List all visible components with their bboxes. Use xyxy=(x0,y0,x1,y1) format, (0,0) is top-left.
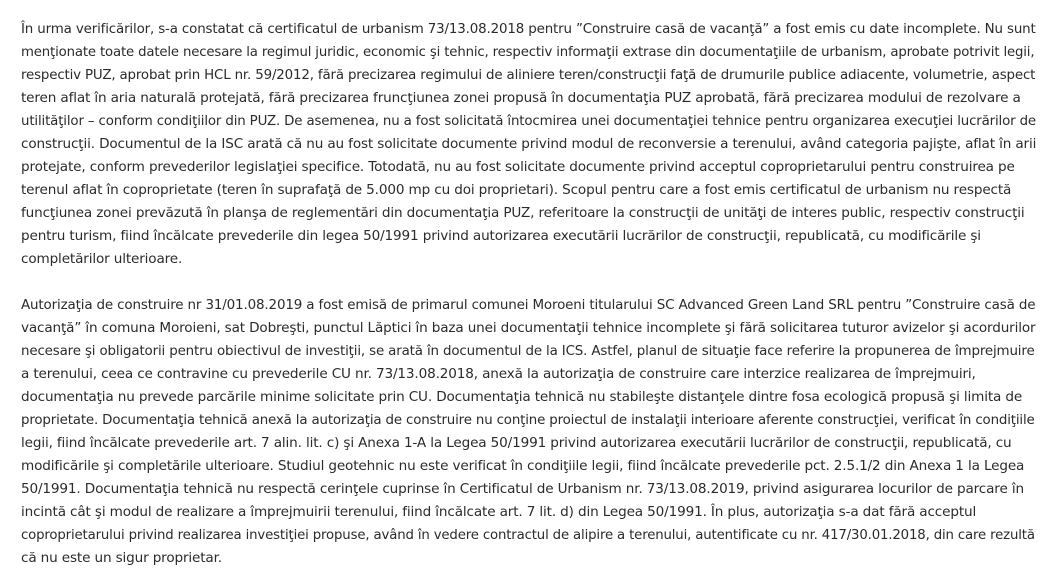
text-line: a terenului, ceea ce contravine cu prevederile CU nr. 73/13.08.2018, anexă la autorizaţia de construire care interzice realizarea de împrejmuiri, xyxy=(21,366,976,382)
text-line: necesare şi obligatorii pentru obiectivul de investiţii, se arată în documentul de la ICS. Astfel, planul de situaţie face referire la propunerea de împrejmuire xyxy=(21,344,1035,359)
text-line: documentaţia nu prevede parcările minime solicitate prin CU. Documentaţia tehnică nu stabileşte distanţele dintre fosa ecologică propusă şi limita de xyxy=(21,389,1023,405)
text-line: proprietate. Documentaţia tehnică anexă la autorizaţia de construire nu conţine proiectul de instalaţii interioare aferente construcţiei, verificat în condiţiile xyxy=(21,413,1035,428)
paragraph-certificat-urbanism xyxy=(21,18,1036,271)
text-line: modificările şi completările ulterioare. Studiul geotehnic nu este verificat în condiţiile legii, fiind încălcate prevederile pct. 2.5.1/2 din Anexa 1 la Legea xyxy=(21,458,1025,474)
text-line: În urma verificărilor, s-a constatat că certificatul de urbanism 73/13.08.2018 pentru ”Construire casă de vacanţă” a fost emis cu date incomplete. Nu sunt xyxy=(21,22,1036,37)
paragraph-autorizatie-construire xyxy=(21,294,1036,570)
text-line: completărilor ulterioare. xyxy=(21,251,183,267)
text-line: construcţii. Documentul de la ISC arată că nu au fost solicitate documente privind modul de reconversie a terenului, având categoria pajişte, aflat în arii xyxy=(21,136,1037,152)
text-line: incintă cât şi modul de realizare a împrejmuirii terenului, fiind încălcate art. 7 lit. d) din Legea 50/1991. În plus, autorizaţia s-a dat fără acceptul xyxy=(21,504,977,520)
text-line: că nu este un sigur proprietar. xyxy=(21,550,222,566)
text-line: funcţiunea zonei prevăzută în planşa de reglementări din documentaţia PUZ, referitoare la construcţii de unităţi de interes public, respectiv construcţii xyxy=(21,205,1025,221)
text-line: vacanţă” în comuna Moroieni, sat Dobreşti, punctul Lăptici în baza unei documentaţii tehnice incomplete şi fără solicitarea tuturor avizelor şi acordurilor xyxy=(21,320,1036,336)
text-line: Autorizaţia de construire nr 31/01.08.2019 a fost emisă de primarul comunei Moroeni titularului SC Advanced Green Land SRL pentru ”Construire casă de xyxy=(21,298,1036,313)
text-line: 50/1991. Documentaţia tehnică nu respectă cerinţele cuprinse în Certificatul de Urbanism nr. 73/13.08.2019, privind asigurarea locurilor de parcare în xyxy=(21,481,1024,497)
text-line: terenul aflat în coproprietate (teren în suprafaţă de 5.000 mp cu doi proprietari). Scopul pentru care a fost emis certificatul de urbanism nu respectă xyxy=(21,182,1012,198)
text-line: protejate, conform prevederilor legislaţiei specifice. Totodată, nu au fost solicitate documente privind acceptul coproprietarului pentru construirea pe xyxy=(21,159,1015,175)
text-line: coproprietarului privind realizarea investiţiei propuse, având în vedere contractul de alipire a terenului, autentificate cu nr. 417/30.01.2018, din care rezultă xyxy=(21,528,1035,543)
text-line: teren aflat în aria naturală protejată, fără precizarea fruncţiunea zonei propusă în documentaţia PUZ aprobată, fără precizarea modului de rezolvare a xyxy=(21,90,1021,106)
text-line: utilităţilor – conform condiţiilor din PUZ. De asemenea, nu a fost solicitată întocmirea unei documentaţiei tehnice pentru organizarea execuţiei lucrărilor de xyxy=(21,114,1036,129)
text-line: menţionate toate datele necesare la regimul juridic, economic şi tehnic, respectiv informaţii extrase din documentaţiile de urbanism, aprobate potrivit legii, xyxy=(21,45,1035,60)
article-body xyxy=(21,18,1036,570)
text-line: respectiv PUZ, aprobat prin HCL nr. 59/2012, fără precizarea regimului de aliniere teren/construcţii faţă de drumurile publice adiacente, volumetrie, aspect xyxy=(21,68,1036,83)
text-line: legii, fiind încălcate prevederile art. 7 alin. lit. c) şi Anexa 1-A la Legea 50/1991 privind autorizarea executării lucrărilor de construcţii, republicată, cu xyxy=(21,435,1012,451)
text-line: pentru turism, fiind încălcate prevederile din legea 50/1991 privind autorizarea executării lucrărilor de construcţii, republicată, cu modificările şi xyxy=(21,228,981,244)
